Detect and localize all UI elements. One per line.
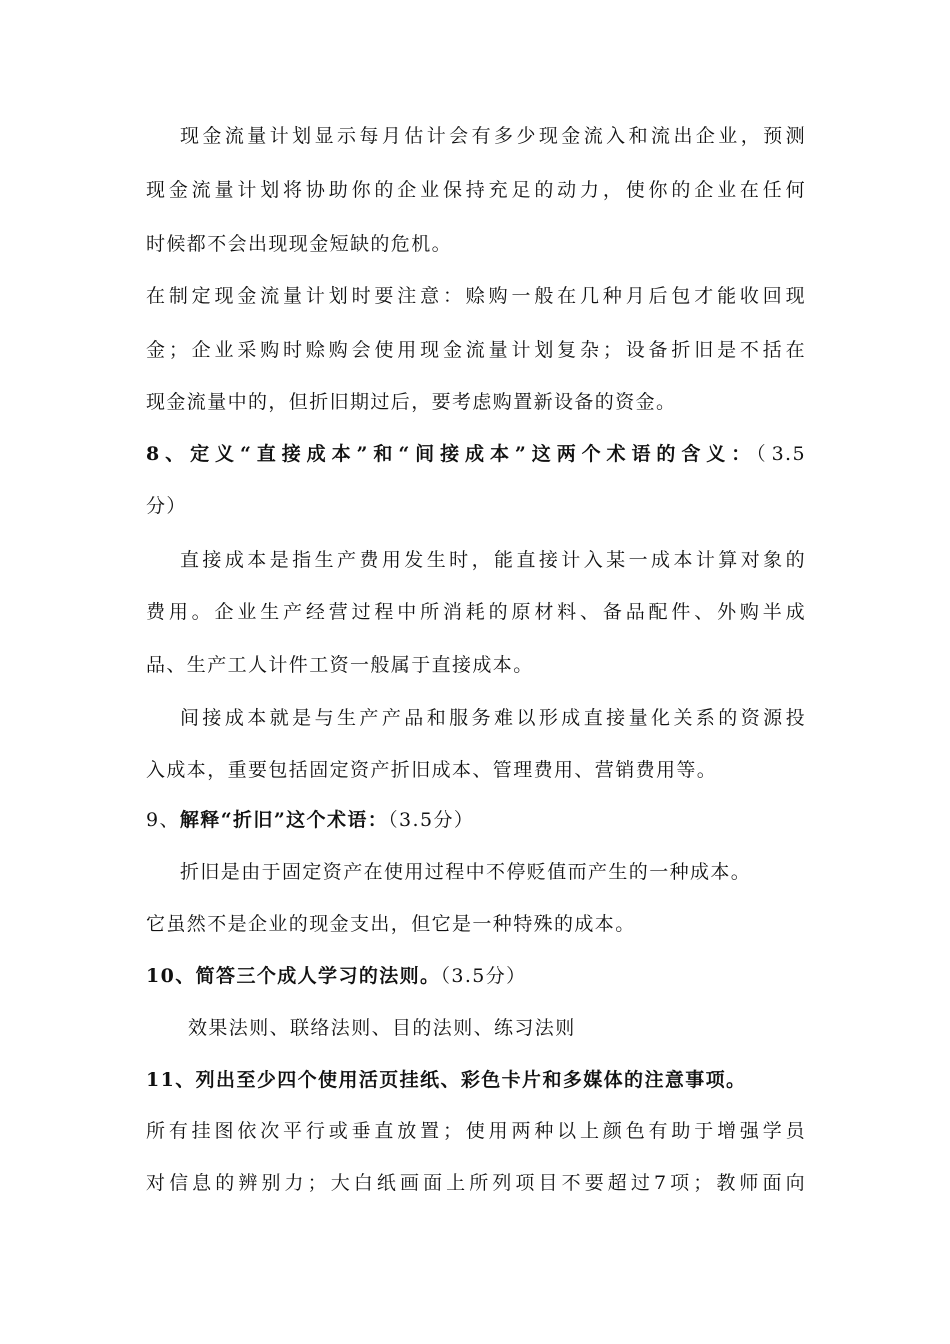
paragraph-line: 金；企业采购时赊购会使用现金流量计划复杂；设备折旧是不括在 [146,339,806,361]
answer-line: 间接成本就是与生产产品和服务难以形成直接量化关系的资源投 [180,707,806,729]
answer-line: 效果法则、联络法则、目的法则、练习法则 [188,1017,576,1039]
paragraph-line: 现金流量计划将协助你的企业保持充足的动力，使你的企业在任何 [146,179,806,201]
question-9-heading [146,807,806,833]
answer-line: 对信息的辨别力；大白纸画面上所列项目不要超过7项；教师面向 [146,1172,806,1194]
question-9-score: （3.5分） [388,809,475,831]
question-9-title: 解释“折旧”这个术语： [179,809,389,831]
paragraph-line: 现金流量计划显示每月估计会有多少现金流入和流出企业，预测 [180,125,806,147]
answer-line: 费用。企业生产经营过程中所消耗的原材料、备品配件、外购半成 [146,601,806,623]
question-10-score: （3.5分） [440,965,527,987]
paragraph-line: 现金流量中的，但折旧期过后，要考虑购置新设备的资金。 [146,391,677,413]
question-11-heading: 11、列出至少四个使用活页挂纸、彩色卡片和多媒体的注意事项。 [146,1069,747,1091]
answer-line: 直接成本是指生产费用发生时，能直接计入某一成本计算对象的 [180,549,806,571]
answer-line: 所有挂图依次平行或垂直放置；使用两种以上颜色有助于增强学员 [146,1120,806,1142]
answer-line: 入成本，重要包括固定资产折旧成本、管理费用、营销费用等。 [146,759,718,781]
question-8-score: （3.5 [756,443,806,465]
paragraph-line: 在制定现金流量计划时要注意：赊购一般在几种月后包才能收回现 [146,285,806,307]
question-8-score-cont: 分） [146,495,187,517]
answer-line: 品、生产工人计件工资一般属于直接成本。 [146,654,534,676]
answer-line: 折旧是由于固定资产在使用过程中不停贬值而产生的一种成本。 [180,861,752,883]
question-8-heading [146,441,806,467]
question-9-number: 9、 [146,809,180,831]
question-8-title: 8、定义“直接成本”和“间接成本”这两个术语的含义： [146,443,757,465]
paragraph-line: 时候都不会出现现金短缺的危机。 [146,233,453,255]
answer-line: 它虽然不是企业的现金支出，但它是一种特殊的成本。 [146,913,636,935]
question-10-title: 10、简答三个成人学习的法则。 [146,965,441,987]
question-10-heading [146,963,806,989]
